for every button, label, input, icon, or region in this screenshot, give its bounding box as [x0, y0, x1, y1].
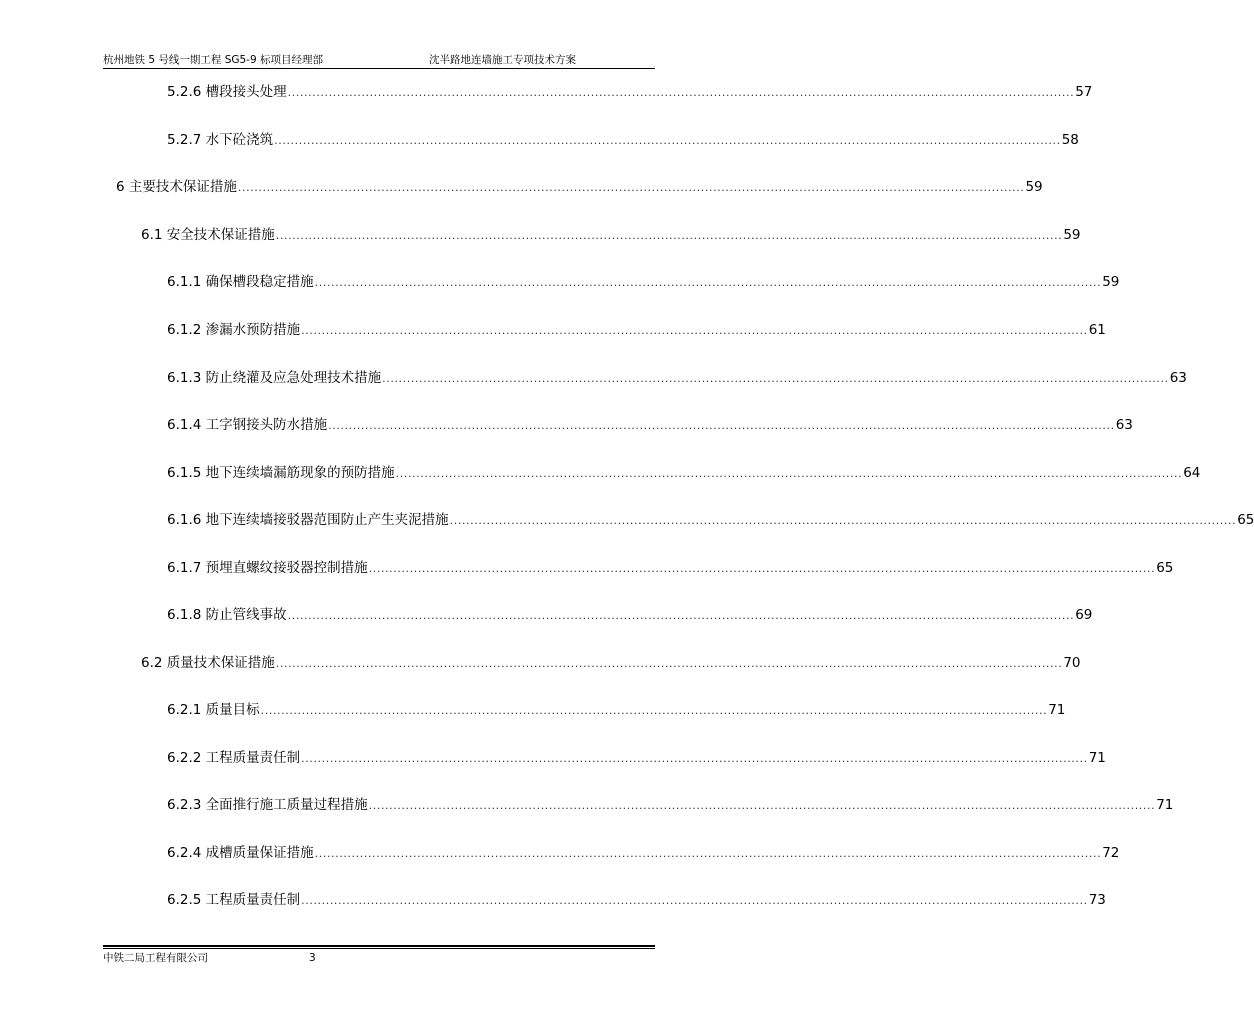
- toc-entry[interactable]: [167, 82, 1093, 102]
- toc-entry-title: 成槽质量保证措施: [205, 845, 314, 861]
- toc-entry[interactable]: [167, 463, 1201, 483]
- footer-company-name: 中铁二局工程有限公司: [103, 952, 208, 964]
- toc-entry-number: 6.1.2: [167, 322, 202, 338]
- toc-entry-title: 预埋直螺纹接驳器控制措施: [205, 560, 368, 576]
- toc-entry-number: 6.2.4: [167, 845, 202, 861]
- toc-entry[interactable]: [167, 890, 1106, 910]
- toc-entry-number: 6.1.3: [167, 370, 202, 386]
- toc-entry-page: 71: [1048, 702, 1066, 718]
- toc-entry-title: 主要技术保证措施: [128, 179, 237, 195]
- toc-entry-title: 工字钢接头防水措施: [205, 417, 328, 433]
- toc-entry-page: 70: [1063, 655, 1081, 671]
- toc-entry-number: 6.1: [141, 227, 163, 243]
- dot-leader: ................................................................................................................................................................................................: [260, 704, 1048, 717]
- dot-leader: ................................................................................................................................................................................................: [314, 847, 1102, 860]
- toc-entry[interactable]: [116, 177, 1043, 197]
- toc-entry-title: 确保槽段稳定措施: [205, 274, 314, 290]
- toc-entry-number: 6.2: [141, 655, 163, 671]
- toc-entry-page: 59: [1025, 179, 1043, 195]
- header-project-name: 杭州地铁 5 号线一期工程 SG5-9 标项目经理部: [103, 54, 323, 66]
- dot-leader: ................................................................................................................................................................................................: [382, 372, 1169, 385]
- toc-entry-number: 6.1.4: [167, 417, 202, 433]
- toc-entry[interactable]: [167, 748, 1106, 768]
- toc-entry-page: 58: [1061, 132, 1079, 148]
- toc-entry[interactable]: [167, 510, 1254, 530]
- dot-leader: ................................................................................................................................................................................................: [395, 467, 1183, 480]
- toc-entry-page: 69: [1075, 607, 1093, 623]
- dot-leader: ................................................................................................................................................................................................: [275, 229, 1063, 242]
- toc-entry-title: 渗漏水预防措施: [205, 322, 301, 338]
- toc-entry-page: 61: [1088, 322, 1106, 338]
- toc-entry-title: 质量技术保证措施: [166, 655, 275, 671]
- dot-leader: ................................................................................................................................................................................................: [287, 86, 1075, 99]
- toc-entry-title: 防止管线事故: [205, 607, 287, 623]
- toc-entry-title: 地下连续墙漏筋现象的预防措施: [205, 465, 395, 481]
- toc-entry[interactable]: [141, 653, 1081, 673]
- dot-leader: ................................................................................................................................................................................................: [274, 134, 1061, 147]
- toc-entry-page: 63: [1169, 370, 1187, 386]
- toc-entry-page: 73: [1088, 892, 1106, 908]
- toc-entry[interactable]: [167, 795, 1174, 815]
- dot-leader: ................................................................................................................................................................................................: [301, 752, 1088, 765]
- toc-entry-page: 59: [1063, 227, 1081, 243]
- toc-entry-number: 6.1.6: [167, 512, 202, 528]
- dot-leader: ................................................................................................................................................................................................: [314, 276, 1102, 289]
- toc-entry[interactable]: [141, 225, 1081, 245]
- toc-entry-title: 地下连续墙接驳器范围防止产生夹泥措施: [205, 512, 449, 528]
- toc-entry[interactable]: [167, 843, 1120, 863]
- toc-entry[interactable]: [167, 368, 1187, 388]
- toc-entry-number: 6.2.3: [167, 797, 202, 813]
- dot-leader: ................................................................................................................................................................................................: [301, 894, 1088, 907]
- toc-entry-page: 63: [1115, 417, 1133, 433]
- toc-entry-page: 65: [1237, 512, 1254, 528]
- dot-leader: ................................................................................................................................................................................................: [237, 181, 1025, 194]
- toc-entry-page: 59: [1102, 274, 1120, 290]
- toc-entry-title: 安全技术保证措施: [166, 227, 275, 243]
- toc-entry-number: 6.1.7: [167, 560, 202, 576]
- toc-entry-number: 5.2.6: [167, 84, 202, 100]
- dot-leader: ................................................................................................................................................................................................: [368, 562, 1156, 575]
- toc-entry-title: 工程质量责任制: [205, 750, 301, 766]
- toc-entry[interactable]: [167, 700, 1066, 720]
- toc-entry-number: 6.2.2: [167, 750, 202, 766]
- toc-entry-number: 6.2.5: [167, 892, 202, 908]
- toc-entry-number: 6.1.8: [167, 607, 202, 623]
- toc-entry-title: 槽段接头处理: [205, 84, 287, 100]
- toc-entry-page: 71: [1088, 750, 1106, 766]
- toc-entry[interactable]: [167, 272, 1120, 292]
- toc-entry-title: 质量目标: [205, 702, 260, 718]
- dot-leader: ................................................................................................................................................................................................: [368, 799, 1156, 812]
- dot-leader: ................................................................................................................................................................................................: [449, 514, 1237, 527]
- toc-entry[interactable]: [167, 415, 1133, 435]
- toc-entry-title: 防止绕灌及应急处理技术措施: [205, 370, 382, 386]
- toc-entry[interactable]: [167, 558, 1174, 578]
- toc-entry-title: 水下砼浇筑: [205, 132, 274, 148]
- footer-page-number: 3: [309, 952, 316, 964]
- toc-entry-page: 65: [1156, 560, 1174, 576]
- dot-leader: ................................................................................................................................................................................................: [328, 419, 1115, 432]
- toc-entry-number: 6.1.1: [167, 274, 202, 290]
- toc-entry-number: 5.2.7: [167, 132, 202, 148]
- toc-entry[interactable]: [167, 605, 1093, 625]
- toc-entry[interactable]: [167, 320, 1106, 340]
- footer-divider-thick: [103, 945, 655, 947]
- header-document-title: 沈半路地连墙施工专项技术方案: [429, 54, 576, 66]
- toc-entry-title: 工程质量责任制: [205, 892, 301, 908]
- dot-leader: ................................................................................................................................................................................................: [275, 657, 1063, 670]
- toc-entry-number: 6.2.1: [167, 702, 202, 718]
- toc-entry[interactable]: [167, 130, 1079, 150]
- toc-entry-title: 全面推行施工质量过程措施: [205, 797, 368, 813]
- toc-entry-number: 6.1.5: [167, 465, 202, 481]
- toc-entry-page: 71: [1156, 797, 1174, 813]
- toc-entry-page: 72: [1102, 845, 1120, 861]
- toc-entry-page: 57: [1075, 84, 1093, 100]
- toc-entry-page: 64: [1183, 465, 1201, 481]
- toc-entry-number: 6: [116, 179, 125, 195]
- dot-leader: ................................................................................................................................................................................................: [301, 324, 1088, 337]
- footer-divider-thin: [103, 948, 655, 949]
- dot-leader: ................................................................................................................................................................................................: [287, 609, 1075, 622]
